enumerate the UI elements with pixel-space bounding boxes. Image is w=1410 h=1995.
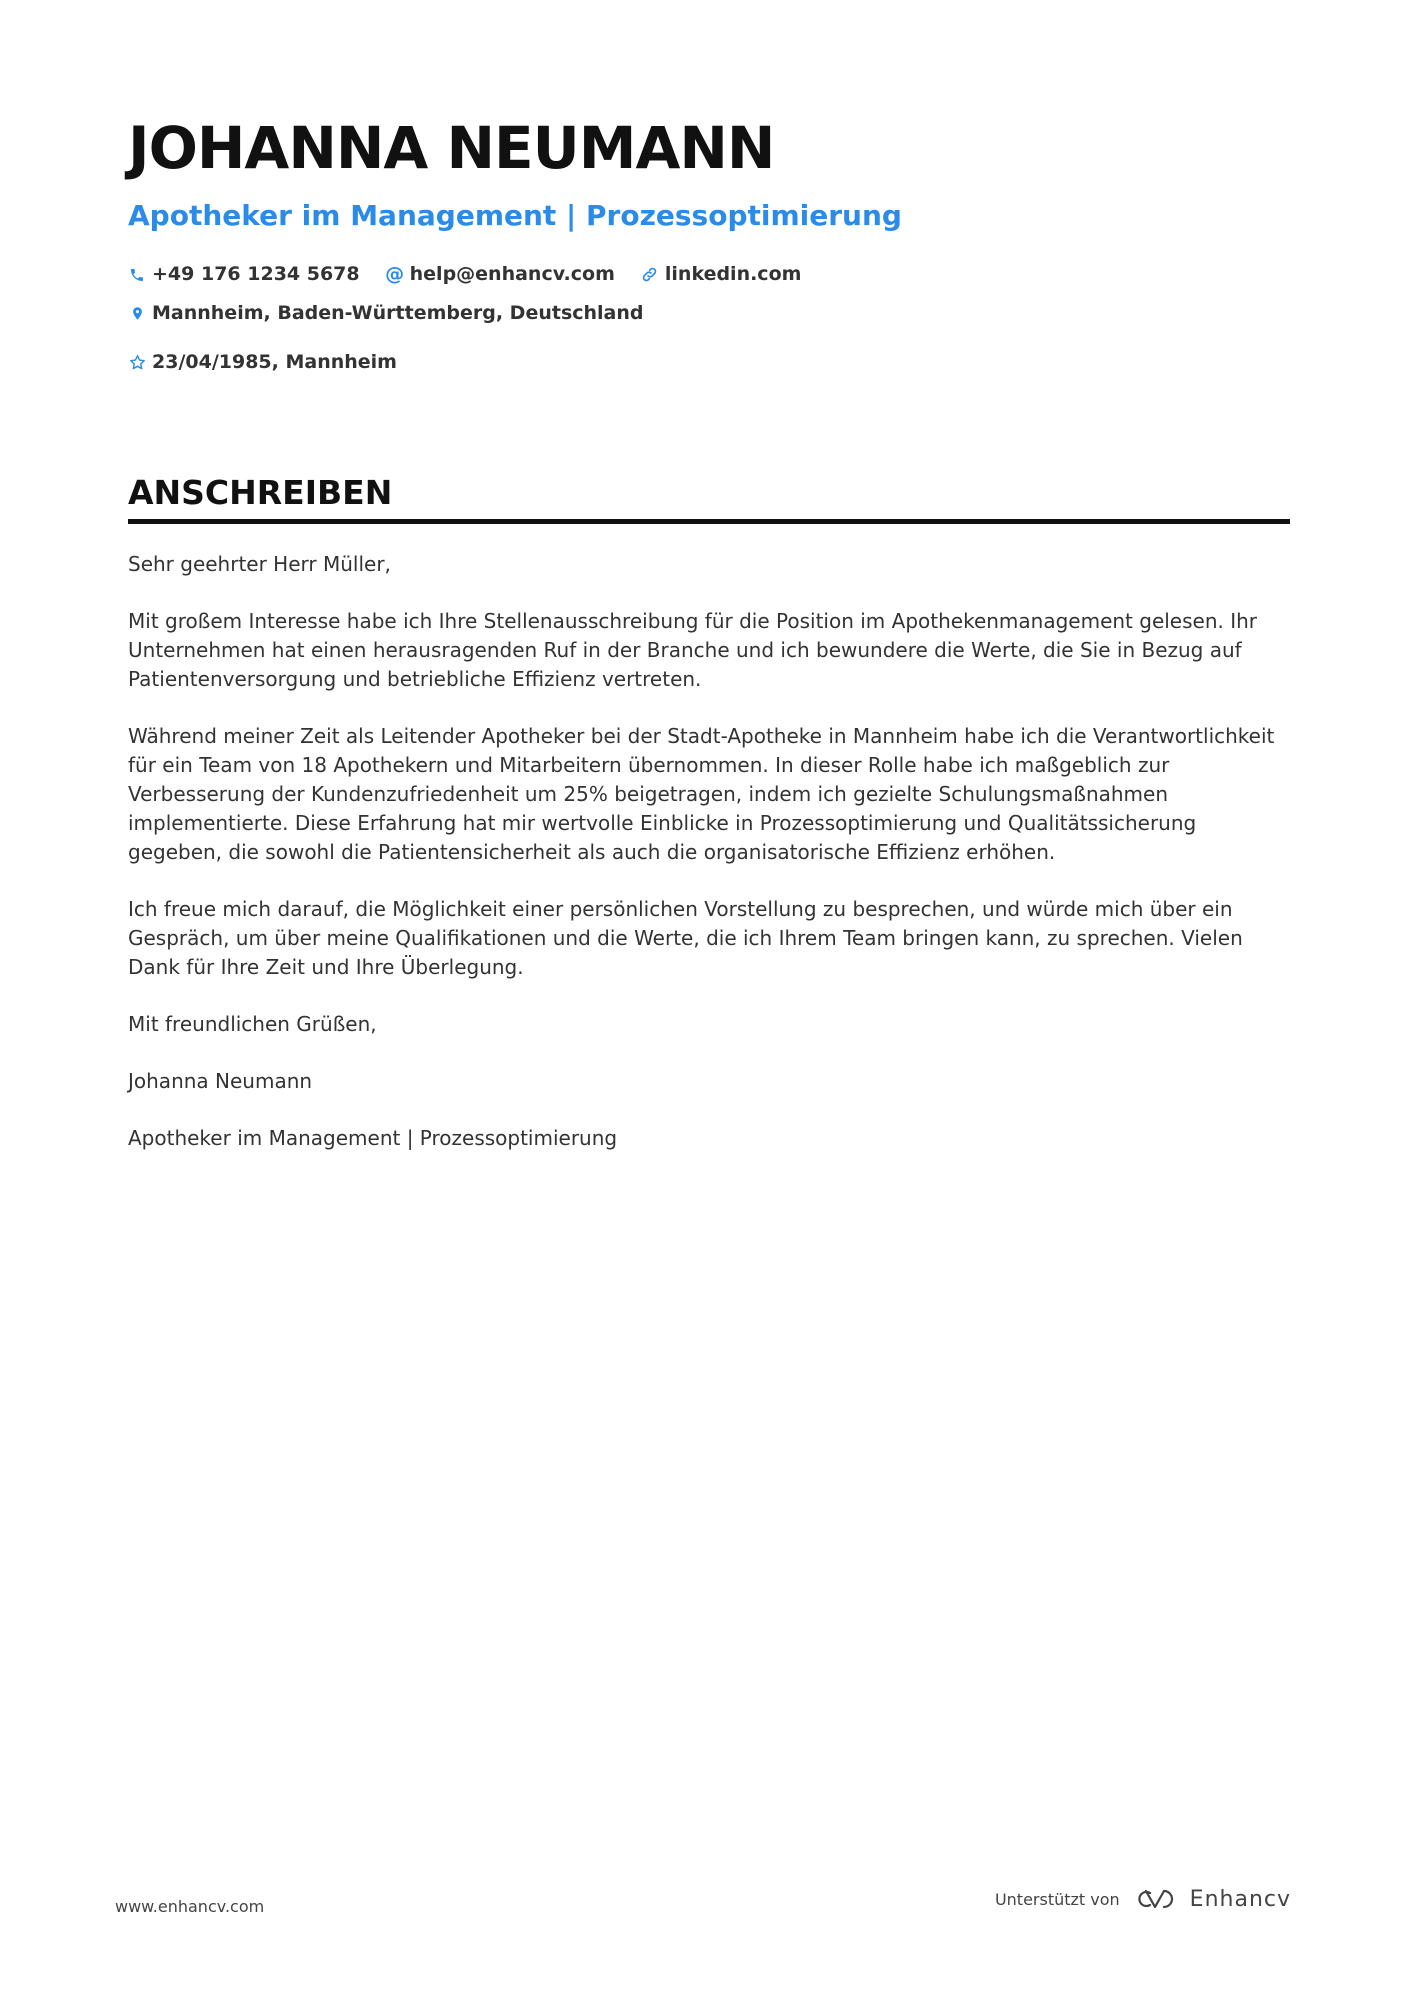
map-pin-icon	[128, 305, 146, 323]
star-icon	[128, 354, 146, 372]
letter-paragraph-1: Mit großem Interesse habe ich Ihre Stellenausschreibung für die Position im Apothekenmanagement gelesen. Ihr Unternehmen hat einen herausragenden Ruf in der Branche und ich bewundere die Werte, die Sie in Bezug auf Patientenversorgung und betriebliche Effizienz vertreten.	[128, 609, 1258, 691]
contact-location	[128, 299, 644, 328]
cover-letter-page	[128, 108, 1290, 1181]
footer-website[interactable]: www.enhancv.com	[115, 1897, 265, 1916]
letter-paragraph-3: Ich freue mich darauf, die Möglichkeit einer persönlichen Vorstellung zu besprechen, und würde mich über ein Gespräch, um über meine Qualifikationen und die Werte, die ich Ihrem Team bringen kann, zu sprechen. Vielen Dank für Ihre Zeit und Ihre Überlegung.	[128, 897, 1243, 979]
applicant-name: JOHANNA NEUMANN	[128, 114, 775, 182]
email-text[interactable]: help@enhancv.com	[409, 263, 615, 285]
applicant-title: Apotheker im Management | Prozessoptimierung	[128, 199, 902, 232]
letter-signature-title: Apotheker im Management | Prozessoptimierung	[128, 1126, 618, 1150]
link-icon	[641, 266, 659, 284]
contact-bar	[128, 260, 1290, 377]
powered-by-text: Unterstützt von	[994, 1889, 1120, 1909]
linkedin-text[interactable]: linkedin.com	[664, 263, 802, 285]
letter-salutation: Sehr geehrter Herr Müller,	[128, 552, 391, 576]
contact-phone	[128, 260, 360, 289]
phone-text: +49 176 1234 5678	[152, 263, 360, 285]
at-icon: @	[385, 263, 405, 285]
contact-linkedin[interactable]	[641, 260, 802, 289]
letter-body	[128, 550, 1290, 1153]
contact-birth	[128, 348, 397, 377]
phone-icon	[128, 266, 146, 284]
birth-text: 23/04/1985, Mannheim	[152, 351, 397, 373]
enhancv-logo-icon	[1134, 1885, 1180, 1913]
letter-signature-name: Johanna Neumann	[128, 1069, 313, 1093]
contact-email[interactable]	[386, 260, 615, 289]
footer-branding	[995, 1885, 1291, 1913]
brand-name: Enhancv	[1189, 1886, 1291, 1912]
letter-paragraph-2: Während meiner Zeit als Leitender Apotheker bei der Stadt-Apotheke in Mannheim habe ich die Verantwortlichkeit für ein Team von 18 Apothekern und Mitarbeitern übernommen. In dieser Rolle habe ich maßgeblich zur Verbesserung der Kundenzufriedenheit um 25% beigetragen, indem ich gezielte Schulungsmaßnahmen implementierte. Diese Erfahrung hat mir wertvolle Einblicke in Prozessoptimierung und Qualitätssicherung gegeben, die sowohl die Patientensicherheit als auch die organisatorische Effizienz erhöhen.	[128, 724, 1275, 864]
letter-closing: Mit freundlichen Grüßen,	[128, 1012, 377, 1036]
location-text: Mannheim, Baden-Württemberg, Deutschland	[152, 302, 644, 324]
section-title: ANSCHREIBEN	[128, 473, 1290, 524]
